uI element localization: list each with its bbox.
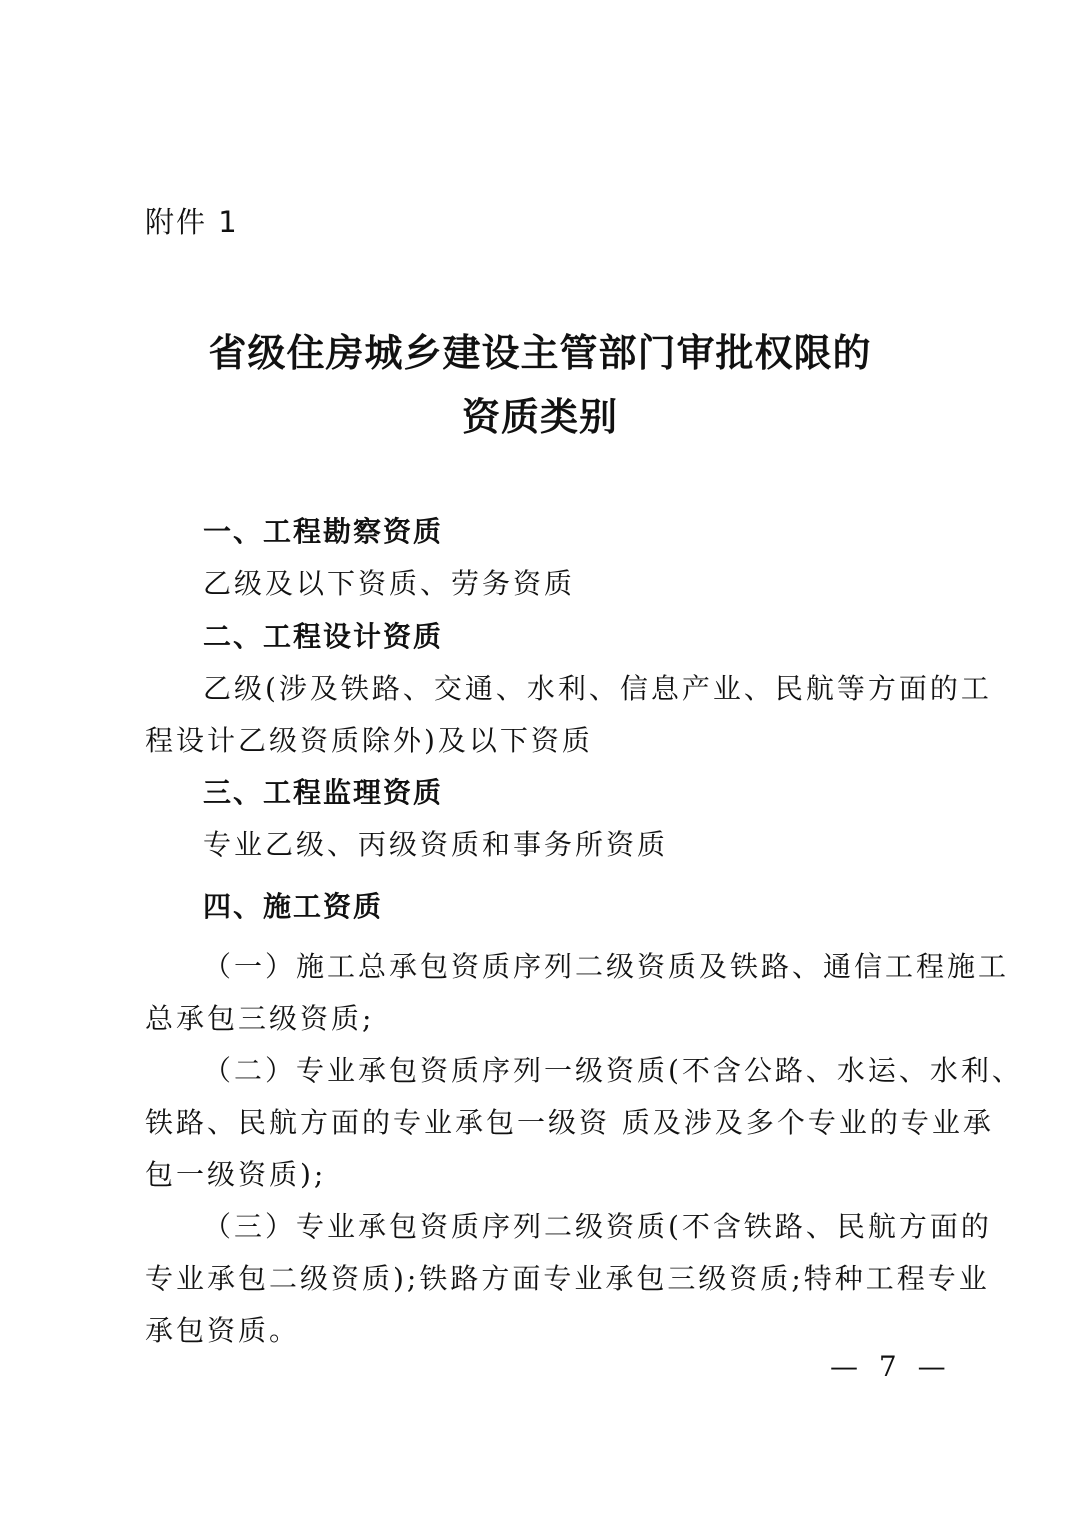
page-number: — 7 —: [830, 1350, 952, 1383]
section-4-item-2-line-1: （二）专业承包资质序列一级资质(不含公路、水运、水利、: [203, 1054, 1023, 1087]
section-4-item-1-line-2: 总承包三级资质;: [145, 1002, 375, 1035]
section-2-heading: 二、工程设计资质: [203, 620, 444, 653]
section-4-item-2-line-3: 包一级资质);: [145, 1158, 327, 1191]
section-4-item-3-line-1: （三）专业承包资质序列二级资质(不含铁路、民航方面的: [203, 1210, 992, 1243]
section-3-heading: 三、工程监理资质: [203, 776, 444, 809]
section-4-item-3-line-2: 专业承包二级资质);铁路方面专业承包三级资质;特种工程专业: [145, 1262, 990, 1295]
section-1-heading: 一、工程勘察资质: [203, 515, 444, 548]
section-4-item-3-line-3: 承包资质。: [145, 1314, 301, 1347]
document-title-line-2: 资质类别: [461, 394, 618, 439]
attachment-label: 附件 1: [145, 205, 239, 239]
section-2-body-line-1: 乙级(涉及铁路、交通、水利、信息产业、民航等方面的工: [203, 672, 992, 705]
section-1-body: 乙级及以下资质、劳务资质: [203, 567, 576, 600]
document-title-line-1: 省级住房城乡建设主管部门审批权限的: [208, 330, 872, 375]
section-4-heading: 四、施工资质: [203, 890, 384, 923]
section-4-item-2-line-2: 铁路、民航方面的专业承包一级资 质及涉及多个专业的专业承: [145, 1106, 994, 1139]
section-3-body: 专业乙级、丙级资质和事务所资质: [203, 828, 669, 861]
section-4-item-1-line-1: （一）施工总承包资质序列二级资质及铁路、通信工程施工: [203, 950, 1010, 983]
section-2-body-line-2: 程设计乙级资质除外)及以下资质: [145, 724, 593, 757]
